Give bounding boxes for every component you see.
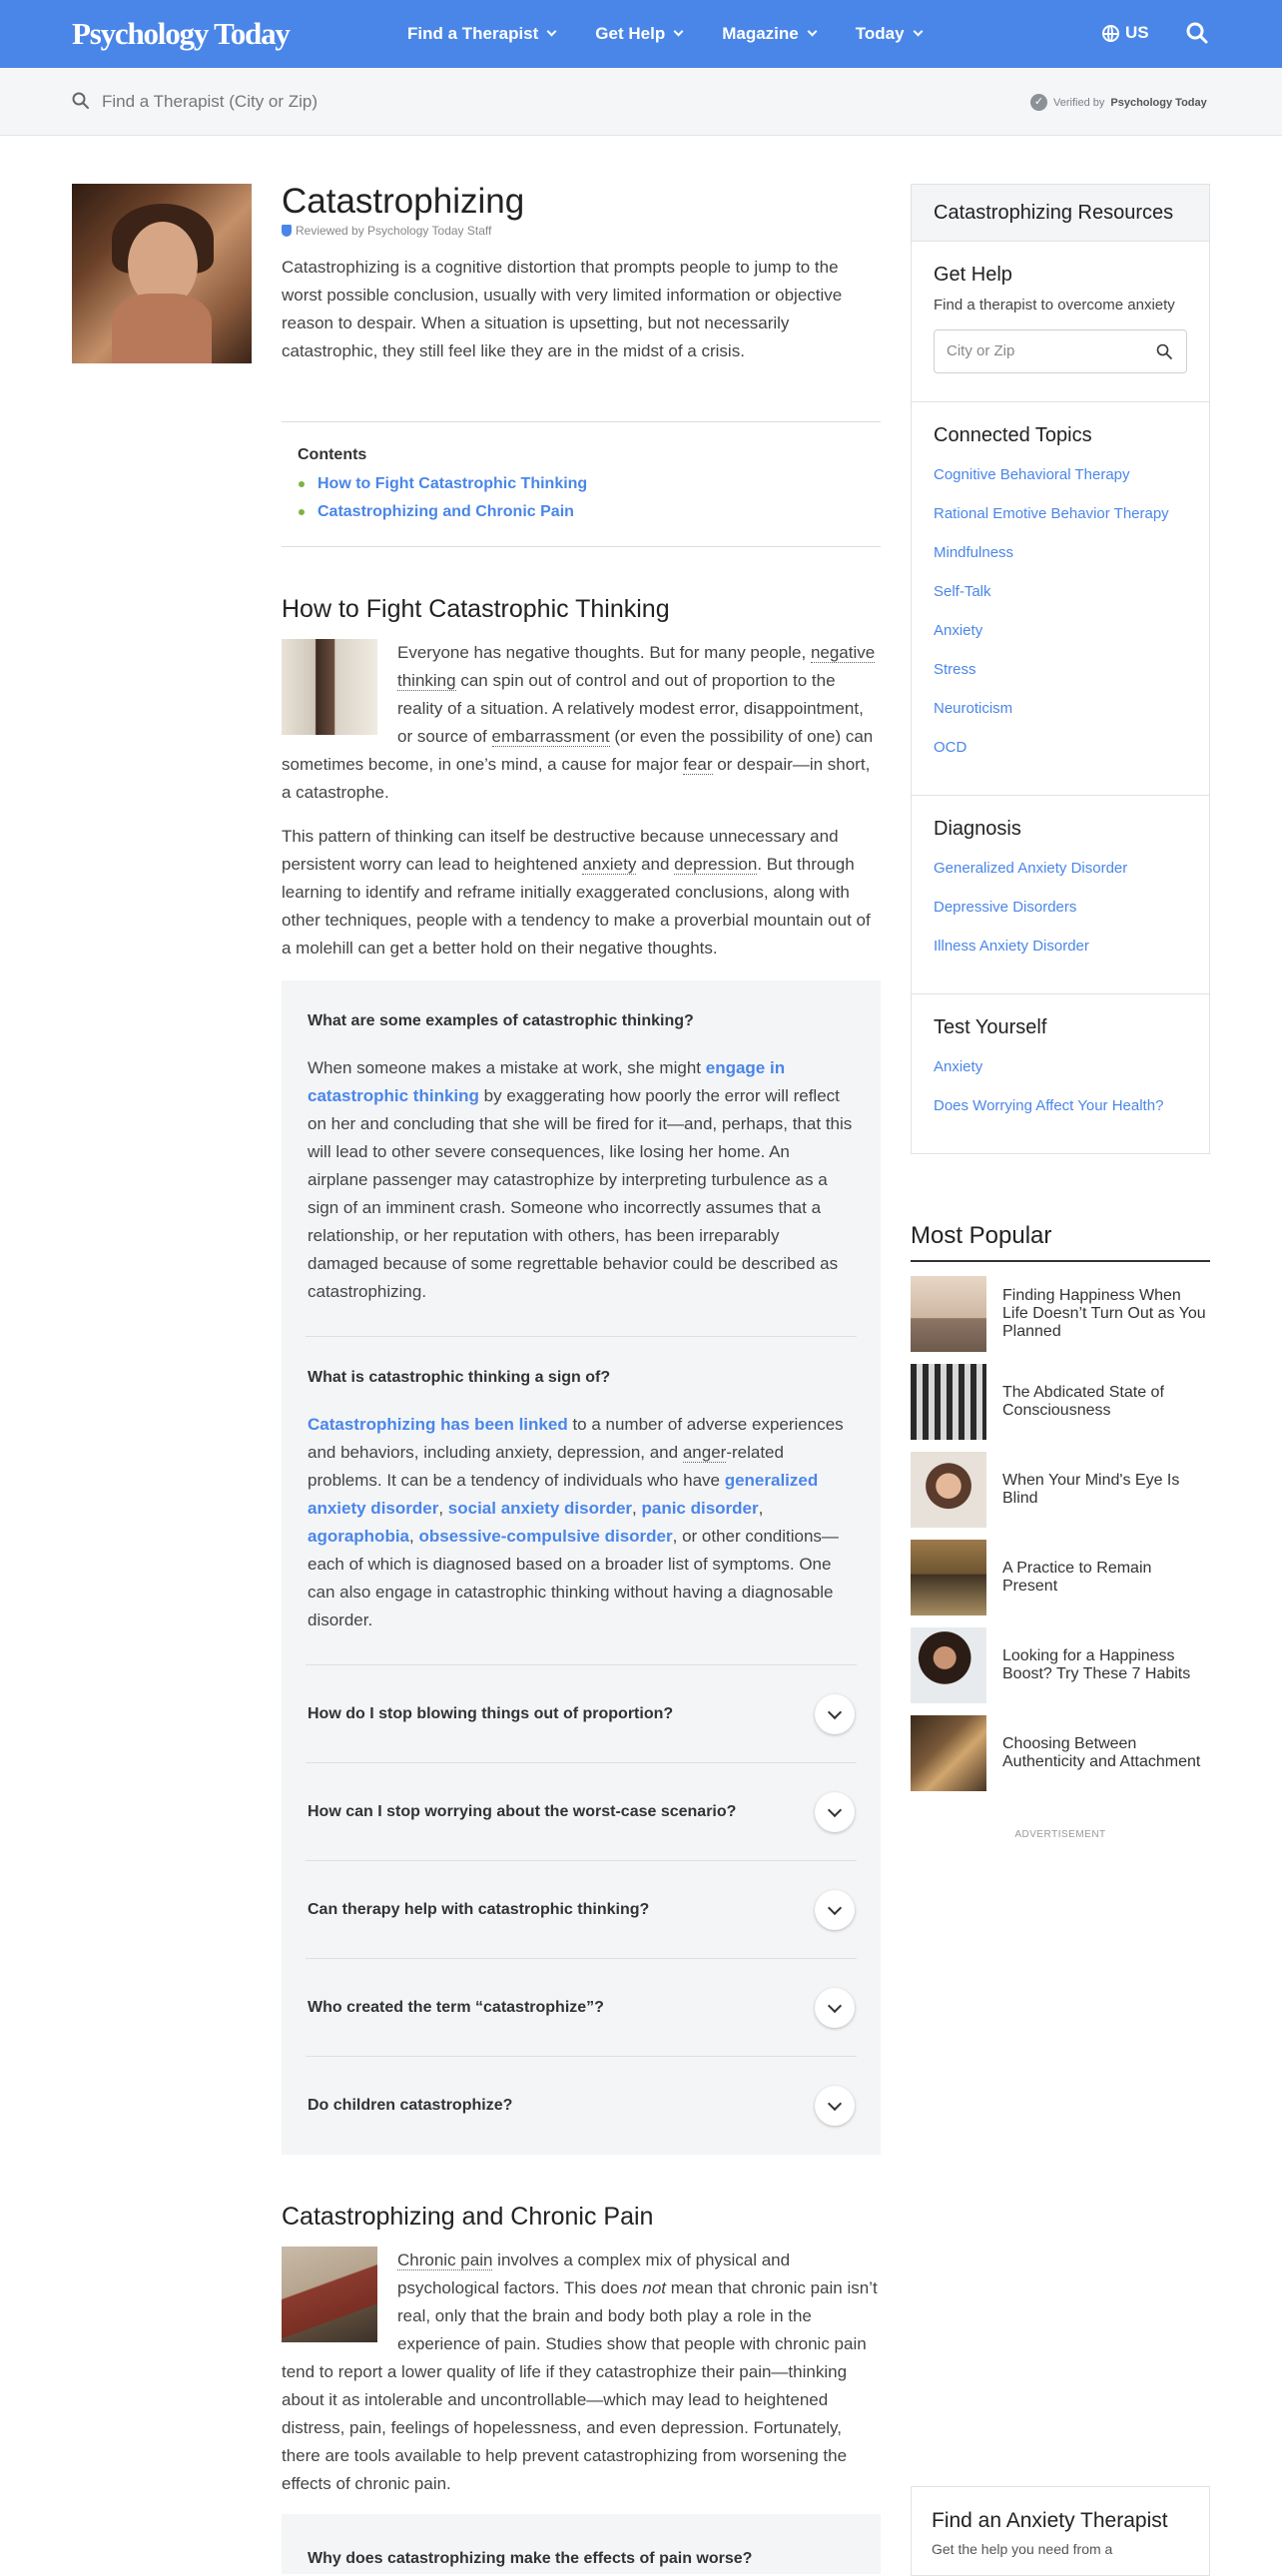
faq-item-pain bbox=[282, 2514, 881, 2574]
input-placeholder: City or Zip bbox=[947, 342, 1015, 359]
topic-link[interactable]: Rational Emotive Behavior Therapy bbox=[934, 505, 1169, 522]
table-of-contents bbox=[282, 421, 881, 547]
city-zip-input[interactable] bbox=[934, 329, 1187, 373]
menu-label: Today bbox=[855, 24, 905, 43]
section-title: Test Yourself bbox=[934, 1016, 1047, 1038]
faq-item-open bbox=[306, 980, 857, 1337]
chevron-down-icon[interactable] bbox=[815, 1988, 855, 2028]
search-icon[interactable] bbox=[1186, 22, 1208, 49]
term-link-chronic-pain[interactable]: Chronic pain bbox=[397, 2251, 493, 2269]
contents-link-fight[interactable]: How to Fight Catastrophic Thinking bbox=[298, 470, 865, 498]
text: (or even the possibility of one) can sometimes become, in one’s mind, a cause for major bbox=[282, 727, 874, 774]
globe-icon bbox=[1102, 25, 1119, 42]
popular-thumbnail bbox=[911, 1715, 986, 1791]
chevron-down-icon bbox=[674, 27, 684, 37]
popular-item[interactable] bbox=[911, 1276, 1210, 1352]
chevron-down-icon[interactable] bbox=[815, 2086, 855, 2126]
topic-link[interactable]: Neuroticism bbox=[934, 700, 1013, 717]
section-heading-fight: How to Fight Catastrophic Thinking bbox=[282, 595, 670, 623]
top-nav bbox=[0, 0, 1282, 68]
resources-sidebar bbox=[911, 184, 1210, 1154]
menu-get-help[interactable] bbox=[595, 24, 682, 44]
popular-thumbnail bbox=[911, 1540, 986, 1615]
term-link-anxiety[interactable]: anxiety bbox=[582, 855, 637, 874]
menu-today[interactable] bbox=[856, 24, 922, 44]
text: by exaggerating how poorly the error will reflect on her and concluding that she will be fired for it—and, perhaps, that this will lead to other severe consequences, like losing her home. An airplane passenger may catastrophize by interpreting turbulence as a sign of an imminent crash. Someone who incorrectly assumes that a relationship, or her reputation with others, has been irreparably damaged because of some regrettable behavior could be described as catastrophizing. bbox=[308, 1086, 853, 1301]
popular-thumbnail bbox=[911, 1452, 986, 1528]
popular-title[interactable]: Choosing Between Authenticity and Attachment bbox=[1002, 1735, 1201, 1770]
section-title: Get Help bbox=[934, 264, 1012, 286]
popular-item[interactable] bbox=[911, 1364, 1210, 1440]
topic-link[interactable]: Stress bbox=[934, 661, 976, 678]
diagnosis-section bbox=[912, 796, 1209, 994]
faq-question[interactable]: Who created the term “catastrophize”? bbox=[308, 1998, 604, 2016]
section-heading-chronic-pain: Catastrophizing and Chronic Pain bbox=[282, 2203, 654, 2231]
box-title: Find an Anxiety Therapist bbox=[932, 2509, 1168, 2532]
faq-item-collapsed[interactable] bbox=[306, 1665, 857, 1763]
faq-question[interactable]: How can I stop worrying about the worst-case scenario? bbox=[308, 1802, 737, 1820]
test-link[interactable]: Does Worrying Affect Your Health? bbox=[934, 1097, 1164, 1114]
region-selector[interactable] bbox=[1102, 23, 1149, 43]
faq-link[interactable]: agoraphobia bbox=[308, 1527, 410, 1546]
menu-find-therapist[interactable] bbox=[407, 24, 555, 44]
term-link-anger[interactable]: anger bbox=[682, 1443, 727, 1462]
search-icon bbox=[72, 92, 89, 114]
most-popular bbox=[911, 1222, 1210, 1803]
therapist-search-input[interactable]: Find a Therapist (City or Zip) bbox=[102, 92, 319, 111]
faq-item-collapsed[interactable] bbox=[306, 1861, 857, 1959]
topic-link[interactable]: OCD bbox=[934, 739, 967, 756]
section-paragraph bbox=[282, 639, 881, 807]
text: -related problems. It can be a tendency of individuals who have bbox=[308, 1443, 784, 1490]
chevron-down-icon bbox=[547, 27, 557, 37]
popular-thumbnail bbox=[911, 1276, 986, 1352]
chevron-down-icon[interactable] bbox=[815, 1694, 855, 1734]
popular-title[interactable]: Looking for a Happiness Boost? Try These 7 Habits bbox=[1002, 1647, 1191, 1682]
text: . But through learning to identify and reframe initially exaggerated conclusions, along with other techniques, people with a tendency to make a proverbial mountain out of a molehill can get a better hold on their negative thoughts. bbox=[282, 855, 871, 958]
check-icon: ✓ bbox=[1030, 94, 1047, 111]
test-yourself-section bbox=[912, 994, 1209, 1153]
text: or despair—in short, a catastrophe. bbox=[282, 755, 871, 802]
popular-item[interactable] bbox=[911, 1627, 1210, 1703]
popular-item[interactable] bbox=[911, 1715, 1210, 1791]
search-icon[interactable] bbox=[1156, 343, 1172, 363]
connected-topics-section bbox=[912, 402, 1209, 796]
popular-item[interactable] bbox=[911, 1452, 1210, 1528]
faq-question[interactable]: How do I stop blowing things out of proportion? bbox=[308, 1704, 674, 1722]
faq-link[interactable]: obsessive-compulsive disorder bbox=[418, 1527, 673, 1546]
popular-thumbnail bbox=[911, 1627, 986, 1703]
faq-item-collapsed[interactable] bbox=[306, 1763, 857, 1861]
popular-title[interactable]: When Your Mind's Eye Is Blind bbox=[1002, 1472, 1180, 1507]
get-help-section bbox=[912, 242, 1209, 402]
faq-answer bbox=[308, 1054, 855, 1306]
thumbnail-man-pain bbox=[282, 2247, 377, 2342]
text: can spin out of control and out of proportion to the reality of a situation. A relatively modest error, disappointment, or source of bbox=[397, 671, 864, 746]
main-menu bbox=[407, 24, 922, 44]
popular-title[interactable]: The Abdicated State of Consciousness bbox=[1002, 1384, 1164, 1419]
diagnosis-link[interactable]: Illness Anxiety Disorder bbox=[934, 938, 1089, 955]
page-title: Catastrophizing bbox=[282, 182, 525, 221]
text: This pattern of thinking can itself be destructive because unnecessary and persistent worry can lead to heightened bbox=[282, 827, 839, 874]
topic-link[interactable]: Mindfulness bbox=[934, 544, 1014, 561]
region-label: US bbox=[1125, 23, 1149, 42]
box-subtitle: Get the help you need from a bbox=[932, 2541, 1113, 2557]
site-logo[interactable]: Psychology Today bbox=[72, 16, 290, 51]
term-link-depression[interactable]: depression bbox=[674, 855, 758, 874]
faq-question[interactable]: What are some examples of catastrophic thinking? bbox=[308, 1012, 694, 1029]
verified-prefix: Verified by bbox=[1053, 96, 1105, 109]
popular-thumbnail bbox=[911, 1364, 986, 1440]
term-link-negative-thinking[interactable]: negative thinking bbox=[397, 643, 876, 690]
faq-question[interactable]: Do children catastrophize? bbox=[308, 2097, 513, 2114]
text: involves a complex mix of physical and psychological factors. This does bbox=[397, 2251, 791, 2297]
popular-title[interactable]: Finding Happiness When Life Doesn’t Turn Out as You Planned bbox=[1002, 1287, 1206, 1340]
section-title: Diagnosis bbox=[934, 818, 1021, 840]
diagnosis-link[interactable]: Generalized Anxiety Disorder bbox=[934, 860, 1128, 877]
diagnosis-link[interactable]: Depressive Disorders bbox=[934, 899, 1077, 916]
most-popular-title: Most Popular bbox=[911, 1222, 1210, 1262]
contents-link-chronic-pain[interactable]: Catastrophizing and Chronic Pain bbox=[298, 498, 865, 526]
menu-label: Get Help bbox=[595, 24, 666, 43]
text: , or other conditions—each of which is diagnosed based on a broader list of symptoms. One can also engage in catastrophic thinking without having a diagnosable disorder. bbox=[308, 1527, 839, 1629]
menu-magazine[interactable] bbox=[722, 24, 816, 44]
faq-question[interactable]: Why does catastrophizing make the effects of pain worse? bbox=[308, 2550, 753, 2567]
verified-brand: Psychology Today bbox=[1110, 96, 1207, 109]
faq-answer bbox=[308, 1411, 855, 1634]
sidebar-title: Catastrophizing Resources bbox=[912, 185, 1209, 242]
verified-badge bbox=[1030, 94, 1207, 111]
faq-item-collapsed[interactable] bbox=[306, 2057, 857, 2155]
text: , bbox=[438, 1499, 448, 1518]
faq-item-open bbox=[306, 1337, 857, 1665]
shield-icon bbox=[282, 225, 292, 237]
topic-link[interactable]: Anxiety bbox=[934, 622, 983, 639]
hero-image bbox=[72, 184, 252, 363]
section-title: Connected Topics bbox=[934, 424, 1092, 446]
text: to a number of adverse experiences and behaviors, including anxiety, depression, and bbox=[308, 1415, 844, 1462]
text: , bbox=[632, 1499, 642, 1518]
faq-accordion bbox=[282, 980, 881, 2155]
chevron-down-icon bbox=[913, 27, 923, 37]
contents-title: Contents bbox=[298, 446, 367, 463]
chevron-down-icon[interactable] bbox=[815, 1890, 855, 1930]
section-paragraph bbox=[282, 2247, 881, 2498]
faq-question[interactable]: Can therapy help with catastrophic thinking? bbox=[308, 1900, 650, 1918]
topic-link[interactable]: Cognitive Behavioral Therapy bbox=[934, 466, 1130, 483]
faq-link[interactable]: engage in catastrophic thinking bbox=[308, 1058, 786, 1105]
menu-label: Find a Therapist bbox=[407, 24, 539, 43]
text: , bbox=[409, 1527, 419, 1546]
text: When someone makes a mistake at work, she might bbox=[308, 1058, 706, 1077]
reviewed-by bbox=[282, 224, 491, 238]
faq-link[interactable]: social anxiety disorder bbox=[447, 1499, 633, 1518]
faq-question[interactable]: What is catastrophic thinking a sign of? bbox=[308, 1369, 611, 1386]
section-paragraph bbox=[282, 823, 881, 963]
text: , bbox=[758, 1499, 764, 1518]
term-link-embarrassment[interactable]: embarrassment bbox=[491, 727, 610, 746]
test-link[interactable]: Anxiety bbox=[934, 1058, 983, 1075]
faq-item-collapsed[interactable] bbox=[306, 1959, 857, 2057]
faq-link[interactable]: panic disorder bbox=[641, 1499, 759, 1518]
chevron-down-icon bbox=[807, 27, 817, 37]
text: mean that chronic pain isn’t real, only that the brain and body both play a role in the experience of pain. Studies show that people with chronic pain tend to report a lower quality of life if they catastrophize their pain—thinking about it as intolerable and uncontrollable—which may lead to heightened distress, pain, feelings of hopelessness, and even depression. Fortunately, there are tools available to help prevent catastrophizing from worsening the effects of chronic pain. bbox=[282, 2278, 878, 2493]
popular-item[interactable] bbox=[911, 1540, 1210, 1615]
reviewed-text: Reviewed by Psychology Today Staff bbox=[296, 224, 492, 238]
faq-link[interactable]: Catastrophizing has been linked bbox=[308, 1415, 568, 1434]
term-link-fear[interactable]: fear bbox=[683, 755, 713, 774]
hero-hands bbox=[112, 294, 212, 363]
menu-label: Magazine bbox=[722, 24, 799, 43]
popular-title[interactable]: A Practice to Remain Present bbox=[1002, 1560, 1152, 1595]
text: and bbox=[636, 855, 675, 874]
thumbnail-woman-window bbox=[282, 639, 377, 735]
find-anxiety-therapist-box bbox=[911, 2486, 1210, 2576]
chevron-down-icon[interactable] bbox=[815, 1792, 855, 1832]
section-subtitle: Find a therapist to overcome anxiety bbox=[934, 297, 1175, 314]
intro-paragraph: Catastrophizing is a cognitive distortion that prompts people to jump to the worst possible conclusion, usually with very limited information or objective reason to despair. When a situation is upsetting, but not necessarily catastrophic, they still feel like they are in the midst of a crisis. bbox=[282, 258, 843, 360]
text: Everyone has negative thoughts. But for many people, bbox=[397, 643, 811, 662]
topic-link[interactable]: Self-Talk bbox=[934, 583, 991, 600]
contents-list bbox=[298, 470, 865, 526]
faq-link[interactable]: generalized anxiety disorder bbox=[308, 1471, 819, 1518]
text-emphasis: not bbox=[642, 2278, 667, 2297]
advertisement-label: ADVERTISEMENT bbox=[1014, 1829, 1106, 1840]
